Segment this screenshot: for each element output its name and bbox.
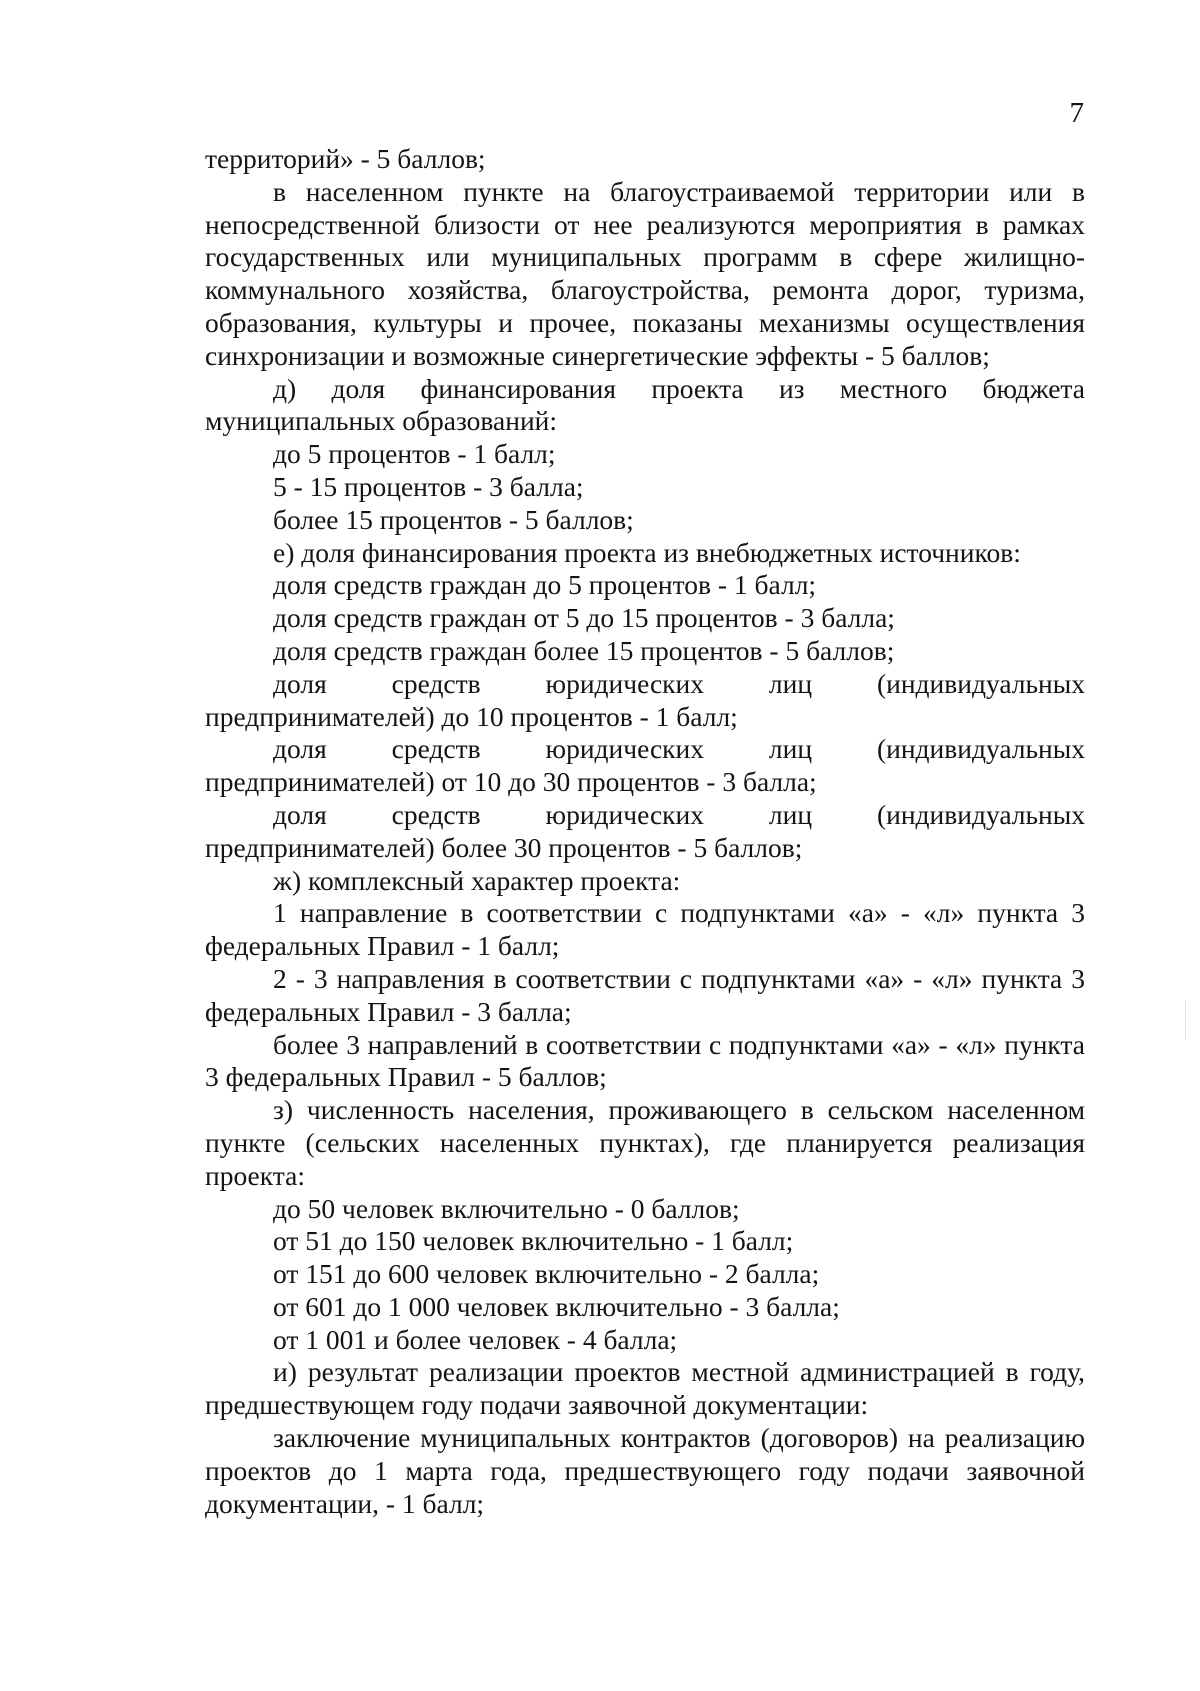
page-number: 7 bbox=[1069, 97, 1084, 129]
list-item: доля средств граждан до 5 процентов - 1 балл; bbox=[273, 569, 817, 601]
list-item: от 151 до 600 человек включительно - 2 балла; bbox=[273, 1258, 820, 1290]
list-item: доля средств граждан более 15 процентов - 5 баллов; bbox=[273, 634, 895, 666]
list-item: от 601 до 1 000 человек включительно - 3 балла; bbox=[273, 1290, 840, 1322]
list-item: доля средств юридических лиц (индивидуальных предпринимателей) более 30 процентов - 5 баллов; bbox=[205, 798, 1085, 863]
scan-artifact bbox=[1185, 1000, 1186, 1040]
list-item: 2 - 3 направления в соответствии с подпунктами «а» - «л» пункта 3 федеральных Правил - 3 балла; bbox=[205, 962, 1085, 1027]
list-item: 1 направление в соответствии с подпунктами «а» - «л» пункта 3 федеральных Правил - 1 балл; bbox=[205, 897, 1085, 962]
list-item: доля средств граждан от 5 до 15 процентов - 3 балла; bbox=[273, 602, 895, 634]
document-body bbox=[205, 143, 1085, 1520]
list-item: до 5 процентов - 1 балл; bbox=[273, 438, 556, 470]
paragraph-e-extrabudgetary: е) доля финансирования проекта из внебюджетных источников: bbox=[273, 536, 1021, 568]
paragraph-contracts: заключение муниципальных контрактов (договоров) на реализацию проектов до 1 марта года, предшествующего году подачи заявочной документации, - 1 балл; bbox=[205, 1422, 1085, 1519]
paragraph-d-local-budget: д) доля финансирования проекта из местного бюджета муниципальных образований: bbox=[205, 372, 1085, 437]
list-item: 5 - 15 процентов - 3 балла; bbox=[273, 470, 584, 502]
list-item: от 1 001 и более человек - 4 балла; bbox=[273, 1323, 678, 1355]
paragraph-zh-complex: ж) комплексный характер проекта: bbox=[273, 864, 681, 896]
paragraph-territories-5: территорий» - 5 баллов; bbox=[205, 143, 486, 174]
list-item: доля средств юридических лиц (индивидуальных предпринимателей) до 10 процентов - 1 балл; bbox=[205, 667, 1085, 732]
list-item: более 15 процентов - 5 баллов; bbox=[273, 503, 634, 535]
list-item: более 3 направлений в соответствии с подпунктами «а» - «л» пункта 3 федеральных Правил - 5 баллов; bbox=[205, 1028, 1085, 1093]
paragraph-i-results: и) результат реализации проектов местной администрацией в году, предшествующем году подачи заявочной документации: bbox=[205, 1356, 1085, 1421]
list-item: до 50 человек включительно - 0 баллов; bbox=[273, 1192, 740, 1224]
paragraph-state-programs: в населенном пункте на благоустраиваемой территории или в непосредственной близости от нее реализуются мероприятия в рамках государственных или муниципальных программ в сфере жилищно-коммунального хозяйства, благоустройства, ремонта дорог, туризма, образования, культуры и прочее, показаны механизмы осуществления синхронизации и возможные синергетические эффекты - 5 баллов; bbox=[205, 175, 1085, 371]
list-item: доля средств юридических лиц (индивидуальных предпринимателей) от 10 до 30 процентов - 3 балла; bbox=[205, 733, 1085, 798]
paragraph-z-population: з) численность населения, проживающего в сельском населенном пункте (сельских населенных пунктах), где планируется реализация проекта: bbox=[205, 1094, 1085, 1191]
list-item: от 51 до 150 человек включительно - 1 балл; bbox=[273, 1225, 794, 1257]
